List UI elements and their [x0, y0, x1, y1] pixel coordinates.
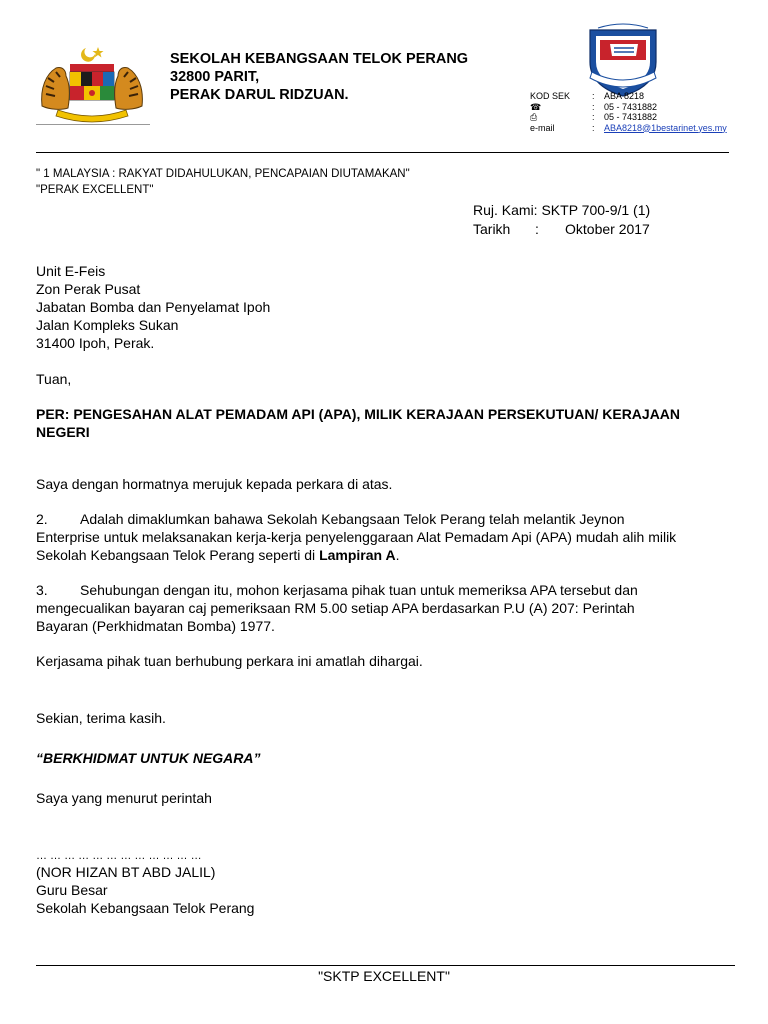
contact-row-email [530, 123, 727, 134]
reference-number-row [473, 201, 650, 220]
state-crest-logo [36, 44, 148, 124]
school-name-block [170, 50, 468, 104]
paragraph-4: Kerjasama pihak tuan berhubung perkara ini amatlah dihargai. [36, 653, 423, 669]
state-motto: "PERAK EXCELLENT" [36, 184, 154, 196]
contact-value: 05 - 7431882 [604, 101, 658, 112]
ruj-value: SKTP 700-9/1 (1) [541, 202, 651, 218]
attachment-reference: Lampiran A [319, 547, 396, 563]
national-motto: " 1 MALAYSIA : RAKYAT DIDAHULUKAN, PENCAPAIAN DIUTAMAKAN" [36, 168, 410, 180]
recipient-line: Jalan Kompleks Sukan [36, 317, 179, 333]
school-contact-block [530, 91, 727, 133]
paragraph-3-line [36, 581, 736, 599]
paragraph-2-line [36, 546, 736, 564]
signatory-title: Guru Besar [36, 882, 108, 898]
letter-subject: PER: PENGESAHAN ALAT PEMADAM API (APA), MILIK KERAJAAN PERSEKUTUAN/ KERAJAAN NEGERI [36, 406, 681, 440]
school-badge-logo [580, 22, 666, 98]
contact-colon: : [592, 122, 595, 133]
header-divider [36, 152, 729, 153]
recipient-line: 31400 Ipoh, Perak. [36, 335, 155, 351]
contact-row-school-code [530, 91, 727, 102]
school-state-line: PERAK DARUL RIDZUAN. [170, 87, 349, 103]
paragraph-3-line: Bayaran (Perkhidmatan Bomba) 1977. [36, 618, 275, 634]
paragraph-1: Saya dengan hormatnya merujuk kepada perkara di atas. [36, 476, 393, 492]
paragraph-number: 2. [36, 511, 48, 527]
contact-row-phone [530, 102, 727, 113]
fax-icon: ⎙ [530, 112, 538, 122]
perintah-line: Saya yang menurut perintah [36, 790, 212, 806]
date-row [473, 220, 650, 239]
paragraph-text: . [395, 547, 400, 563]
paragraph-number: 3. [36, 582, 48, 598]
email-link[interactable]: ABA8218@1bestarinet.yes.my [604, 122, 727, 133]
paragraph-2 [36, 510, 736, 564]
date-separator: : [535, 221, 539, 237]
contact-row-fax [530, 112, 727, 123]
recipient-line: Zon Perak Pusat [36, 281, 141, 297]
footer-motto: "SKTP EXCELLENT" [318, 968, 450, 984]
paragraph-3-line: mengecualikan bayaran caj pemeriksaan RM 5.00 setiap APA berdasarkan P.U (A) 207: Perintah [36, 600, 635, 616]
paragraph-text: Sekolah Kebangsaan Telok Perang seperti di [36, 547, 320, 563]
ruj-label: Ruj. Kami: [473, 202, 538, 218]
signature-dots: … … … … … … … … … … … … [36, 850, 202, 862]
closing-line: Sekian, terima kasih. [36, 710, 166, 726]
contact-colon: : [592, 91, 595, 101]
date-label: Tarikh [473, 221, 511, 237]
signatory-name: (NOR HIZAN BT ABD JALIL) [36, 864, 216, 880]
contact-label: e-mail [530, 122, 555, 133]
paragraph-text: Sehubungan dengan itu, mohon kerjasama pihak tuan untuk memeriksa APA tersebut dan [80, 582, 638, 598]
recipient-line: Jabatan Bomba dan Penyelamat Ipoh [36, 299, 271, 315]
motto-block [36, 166, 410, 198]
phone-icon: ☎ [530, 101, 542, 112]
footer-divider [36, 965, 735, 966]
salutation: Tuan, [36, 371, 72, 387]
contact-label: KOD SEK [530, 91, 571, 101]
paragraph-text: Adalah dimaklumkan bahawa Sekolah Kebangsaan Telok Perang telah melantik Jeynon [80, 511, 625, 527]
school-name-line: SEKOLAH KEBANGSAAN TELOK PERANG [170, 51, 469, 67]
service-motto: “BERKHIDMAT UNTUK NEGARA” [36, 750, 261, 766]
paragraph-2-line: Enterprise untuk melaksanakan kerja-kerja penyelenggaraan Alat Pemadam Api (APA) mudah alih milik [36, 529, 677, 545]
signatory-school: Sekolah Kebangsaan Telok Perang [36, 900, 255, 916]
recipient-line: Unit E-Feis [36, 263, 106, 279]
contact-value: 05 - 7431882 [604, 112, 658, 122]
date-value: Oktober 2017 [565, 221, 650, 237]
paragraph-3 [36, 581, 736, 635]
school-address-line: 32800 PARIT, [170, 69, 260, 85]
contact-value: ABA 8218 [604, 91, 645, 101]
crest-underline [36, 124, 150, 125]
reference-block [473, 201, 650, 239]
contact-colon: : [592, 112, 595, 122]
letter-body [36, 262, 736, 917]
paragraph-2-line [36, 510, 736, 528]
contact-colon: : [592, 101, 595, 112]
